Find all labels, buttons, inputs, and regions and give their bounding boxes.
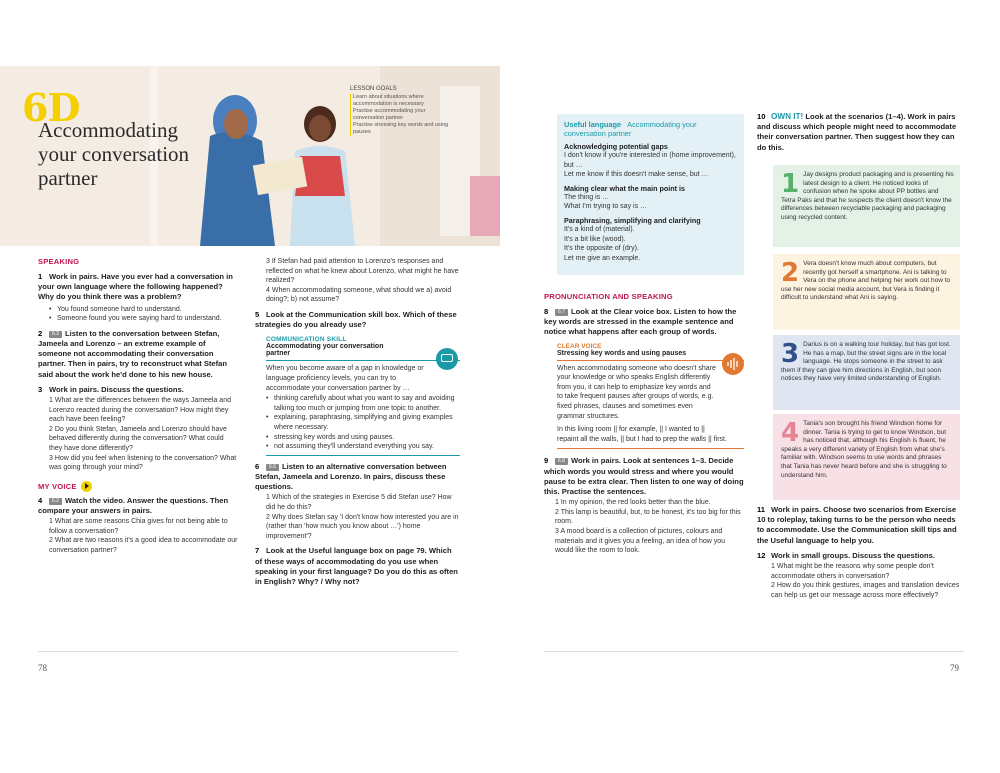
list-item: 1 What might be the reasons why some people don't accommodate others in conversation? — [771, 563, 934, 580]
exercise-number: 8 — [544, 307, 549, 316]
group-heading: Making clear what the main point is — [564, 183, 686, 193]
group-heading: Acknowledging potential gaps — [564, 142, 668, 151]
list-item: • stressing key words and using pauses. — [266, 433, 460, 443]
exercise-number: 12 — [757, 550, 766, 560]
phrase: The thing is … — [564, 193, 610, 201]
lesson-goals — [350, 86, 450, 136]
scenario-number: 3 — [781, 339, 800, 369]
phrase: It's the opposite of (dry). — [564, 245, 639, 253]
exercise-10 — [757, 112, 962, 153]
example-sentence: In this living room || for example, || I wanted to || repaint all the walls, || but I had to prep the walls || first. — [557, 426, 727, 443]
audio-icon[interactable]: 6.7 — [555, 309, 568, 316]
exercise-number: 1 — [38, 272, 43, 281]
exercise-number: 11 — [757, 505, 766, 514]
exercise-4 — [38, 496, 238, 556]
exercise-text: Look at the Clear voice box. Listen to how the key words are stressed in the example sentence and notice what happens after each group of words. — [544, 307, 737, 337]
exercise-number: 3 — [38, 384, 43, 394]
list-item: 2 This lamp is beautiful, but, to be honest, it's too big for this room. — [555, 508, 741, 526]
box-title: CLEAR VOICE — [557, 342, 602, 350]
exercise-12 — [757, 551, 962, 601]
list-item: 2 Why does Stefan say 'I don't know how interested you are in (rather than 'how much you know about …') home improvement'? — [266, 513, 459, 540]
list-item: • explaining, paraphrasing, simplifying and giving examples where necessary. — [266, 413, 460, 432]
exercise-text: Look at the Useful language box on page 79. Which of these ways of accommodating do you use when speaking in your first language? Do you do this as often in English? Why? / Why not? — [255, 546, 458, 586]
list-item: 2 How do you think gestures, images and translation devices can help us get our message across more effectively? — [771, 582, 960, 599]
phrase: What I'm trying to say is … — [564, 203, 648, 211]
box-subtitle: Accommodating your conversation partner — [266, 343, 384, 358]
lesson-code: 6D — [22, 85, 80, 130]
list-item: 1 Which of the strategies in Exercise 5 did Stefan use? How did he do this? — [266, 494, 452, 511]
phrase: It's a kind of (material). — [564, 225, 635, 233]
exercise-11 — [757, 505, 962, 546]
section-header-pronunciation: PRONUNCIATION AND SPEAKING — [544, 292, 673, 301]
play-icon[interactable] — [81, 481, 92, 492]
lesson-goals-label: LESSON GOALS — [350, 86, 397, 92]
list-item: • Someone found you were saying hard to understand. — [49, 314, 238, 324]
exercise-text: Listen to the conversation between Stefan, Jameela and Lorenzo – an extreme example of someone not accommodating their conversation partner. Then in pairs, try to reconstruct what Stefan said about the work he'd done to his new house. — [38, 328, 228, 379]
box-title: COMMUNICATION SKILL — [266, 336, 347, 344]
lesson-goal: Learn about situations where accommodation is necessary — [353, 94, 424, 107]
exercise-1 — [38, 272, 238, 324]
box-subtitle: Accommodating your conversation partner — [564, 120, 697, 138]
sound-wave-icon — [722, 353, 744, 375]
communication-skill-box — [266, 336, 460, 455]
video-icon[interactable]: 6.2 — [49, 498, 62, 505]
own-it-label: OWN IT! — [771, 112, 804, 121]
phrase: Let me give an example. — [564, 254, 641, 262]
exercise-text: Look at the Communication skill box. Which of these strategies do you already use? — [255, 309, 457, 330]
right-page — [500, 0, 1000, 773]
right-column-2-lower — [757, 505, 962, 600]
footer-rule — [544, 651, 964, 652]
exercise-text: Look at the scenarios (1–4). Work in pairs and discuss which people might need to accommodate their conversation partner. Then suggest how they can do this. — [757, 112, 957, 152]
exercise-text: Work in pairs. Have you ever had a conversation in your own language where the following happened? Why do you think there was a problem? — [38, 272, 233, 302]
lesson-goal: Practise stressing key words and using pauses — [353, 122, 449, 135]
phrase: I don't know if you're interested in (home improvement), but … — [564, 152, 736, 169]
left-column-2 — [255, 257, 460, 587]
my-voice-label: MY VOICE — [38, 481, 77, 491]
exercise-5 — [255, 310, 460, 330]
list-item: • thinking carefully about what you want to say and avoiding talking too much or jumping from one topic to another. — [266, 394, 460, 413]
list-item: • You found someone hard to understand. — [49, 305, 238, 315]
right-column-1 — [544, 292, 744, 556]
exercise-number: 7 — [255, 546, 260, 556]
exercise-7 — [255, 546, 460, 587]
exercise-number: 5 — [255, 309, 260, 319]
footer-rule — [38, 651, 458, 652]
section-header-my-voice — [38, 481, 238, 492]
box-intro: When you become aware of a gap in knowledge or language proficiency levels, you can try to accommodate your conversation partner by … — [266, 365, 424, 392]
list-item: 1 What are the differences between the ways Jameela and Lorenzo reacted during the conversation? How might they each have been feeling? — [49, 397, 231, 424]
scenario-text: Tania's son brought his friend Windson home for dinner. Tania is trying to get to know Windson, but has noticed that, although his English is fluent, he speaks a very different variety of English from what she's familiar with. Windson seems to use words and phrases that Tania has never heard before and she is struggling to understand him. — [781, 420, 947, 479]
exercise-9 — [544, 456, 744, 555]
list-item: 2 What are two reasons it's a good idea to accommodate our conversation partner? — [49, 537, 238, 554]
exercise-number: 6 — [255, 461, 260, 471]
box-title: Useful language — [564, 120, 622, 129]
lesson-goal: Practise accommodating your conversation partner — [353, 108, 426, 121]
exercise-2 — [38, 329, 238, 380]
audio-icon[interactable]: 6.8 — [555, 458, 568, 465]
scenario-card-3 — [773, 335, 960, 410]
scenario-card-1 — [773, 165, 960, 247]
exercise-3-continued — [266, 257, 460, 305]
audio-icon[interactable]: 6.6 — [266, 464, 279, 471]
list-item: 3 A mood board is a collection of pictures, colours and materials and it gives you a feeling, an idea of how you would like the room to look. — [555, 527, 726, 555]
exercise-number: 9 — [544, 456, 549, 466]
exercise-text: Work in pairs. Discuss the questions. — [49, 384, 184, 394]
useful-language-box — [557, 114, 744, 275]
scenario-text: Jay designs product packaging and is presenting his latest design to a client. He noticed looks of confusion when he spoke about PP bottles and Tetra Paks and that he suspects the client doesn't know the differences between recyclable packaging and packaging using recycled content. — [781, 171, 954, 221]
scenario-text: Darius is on a walking tour holiday, but has got lost. He has a map, but the street signs are in the local language. He stops someone in the street to ask them if they can give him directions in English, but soon notices they have very limited understanding of English. — [781, 341, 951, 383]
scenario-card-2 — [773, 254, 960, 330]
scenario-card-4 — [773, 414, 960, 500]
lesson-title: Accommodating your conversation partner — [38, 118, 190, 190]
section-header-speaking: SPEAKING — [38, 257, 80, 266]
exercise-text: Watch the video. Answer the questions. Then compare your answers in pairs. — [38, 495, 229, 515]
exercise-text: Work in pairs. Look at sentences 1–3. Decide which words you would stress and where you would pause to be extra clear. Then listen to one way of doing this. Practise the sentences. — [544, 456, 744, 496]
exercise-text: Listen to an alternative conversation between Stefan, Jameela and Lorenzo. In pairs, discuss these questions. — [255, 461, 447, 492]
phrase: Let me know if this doesn't make sense, but … — [564, 171, 709, 179]
exercise-number: 10 — [757, 112, 766, 121]
group-heading: Paraphrasing, simplifying and clarifying — [564, 215, 701, 225]
box-body: When accommodating someone who doesn't share your knowledge or who speaks English differently from you, it can help to emphasize key words and to take frequent pauses after groups of words, e.g. fixed phrases, clauses and sometimes even grammar structures. — [557, 364, 716, 420]
page-number: 78 — [38, 663, 47, 673]
exercise-text: Work in pairs. Choose two scenarios from Exercise 10 to roleplay, taking turns to be the person who needs to accommodate. Use the Communication skill tips and the Useful language to help you. — [757, 505, 957, 545]
audio-icon[interactable]: 6.3 — [49, 331, 62, 338]
clear-voice-box — [557, 343, 744, 450]
exercise-number: 4 — [38, 495, 43, 505]
scenario-number: 4 — [781, 418, 800, 448]
page-number: 79 — [950, 663, 959, 673]
list-item: 4 When accommodating someone, what should we a) avoid doing?; b) not assume? — [266, 286, 452, 304]
list-item: 1 In my opinion, the red looks better than the blue. — [555, 499, 711, 507]
exercise-number: 2 — [38, 328, 43, 338]
scenario-text: Vera doesn't know much about computers, but recently got herself a smartphone. Ani is talking to Vera on the phone and helping her work out how to use her new social media account, but Vera is finding it difficult to understand what Ani is saying. — [781, 260, 951, 302]
exercise-text: Work in small groups. Discuss the questions. — [771, 550, 936, 560]
list-item: 3 If Stefan had paid attention to Lorenzo's responses and reflected on what he knew about Lorenzo, what might he have realized? — [266, 258, 459, 285]
exercise-6 — [255, 462, 460, 542]
list-item: 2 Do you think Stefan, Jameela and Lorenzo should have behaved differently during the conversation? What could they have done differently? — [49, 425, 227, 452]
list-item: 3 How did you feel when listening to the conversation? What was going through your mind? — [49, 454, 237, 472]
left-column-1 — [38, 257, 238, 556]
exercise-8 — [544, 307, 744, 338]
list-item: • not assuming they'll understand everything you say. — [266, 442, 460, 452]
list-item: 1 What are some reasons Chia gives for not being able to follow a conversation? — [49, 518, 228, 535]
scenario-number: 1 — [781, 169, 800, 199]
scenario-number: 2 — [781, 258, 800, 288]
box-subtitle: Stressing key words and using pauses — [557, 349, 687, 357]
phrase: It's a bit like (wood). — [564, 235, 626, 243]
exercise-3 — [38, 385, 238, 473]
